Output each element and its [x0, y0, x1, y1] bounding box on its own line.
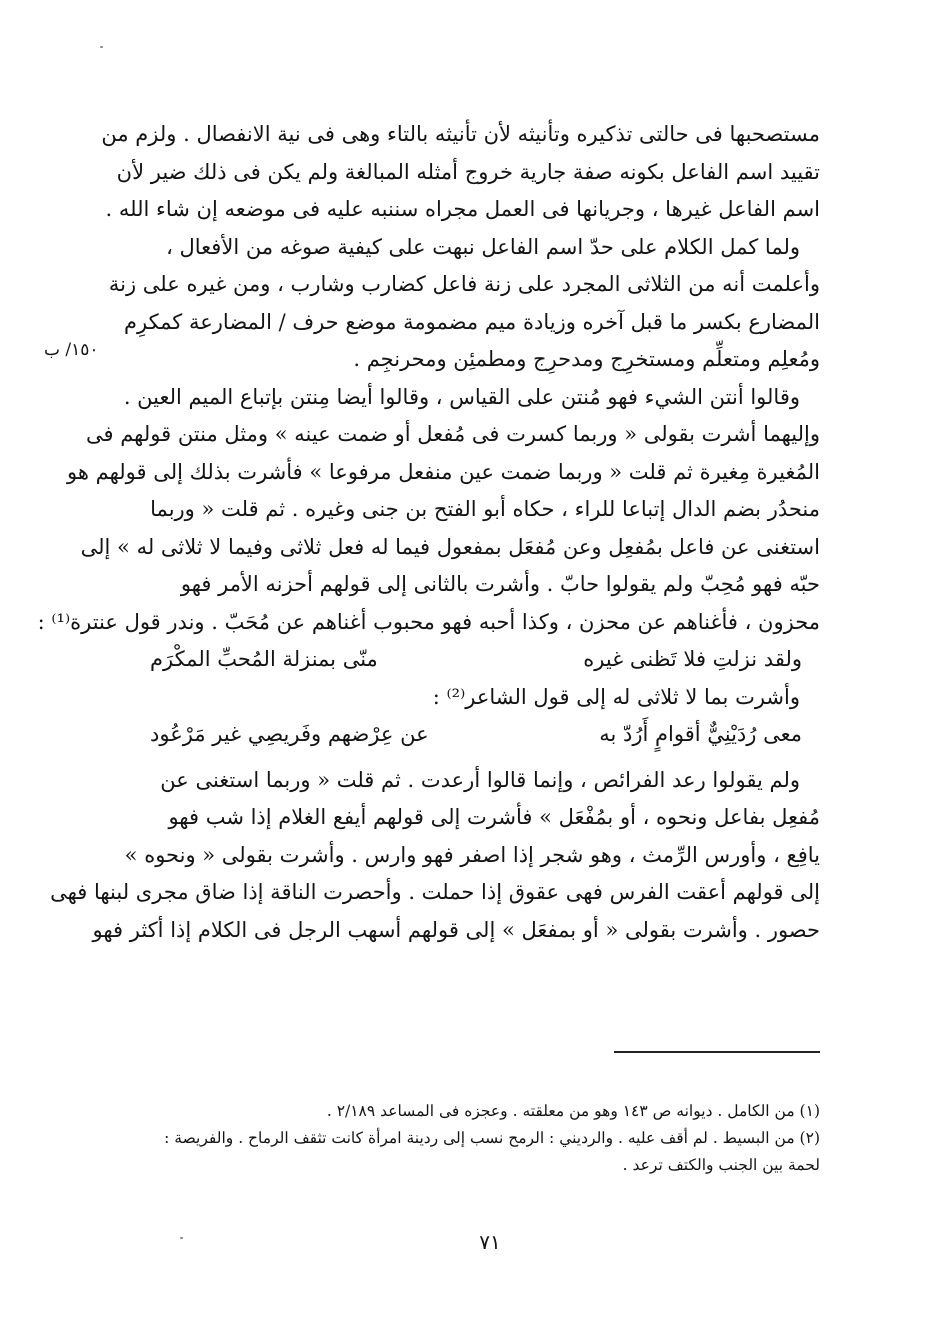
text-line: استغنى عن فاعل بمُفعِل وعن مُفعَل بمفعول فيما له فعل ثلاثى وفيما لا ثلاثى له » إلى — [80, 534, 820, 559]
text-line: حبّه فهو مُحِبّ ولم يقولوا حابّ . وأشرت بالثانى إلى قولهم أحزنه الأمر فهو — [180, 572, 820, 596]
text-line: إلى قولهم أعقت الفرس فهى عقوق إذا حملت . وأحصرت الناقة إذا ضاق مجرى لبنها فهى — [50, 880, 820, 904]
scan-speck — [180, 1237, 183, 1239]
footnote-continuation: لحمة بين الجنب والكتف ترعد . — [622, 1156, 820, 1174]
text-line: المضارع بكسر ما قبل آخره وزيادة ميم مضمومة موضع حرف / المضارعة كمكرِم — [123, 309, 820, 334]
page-number: ٧١ — [479, 1230, 501, 1254]
text-line: ولما كمل الكلام على حدّ اسم الفاعل نبهت على كيفية صوغه من الأفعال ، — [166, 234, 800, 259]
text-line: وأشرت بما لا ثلاثى له إلى قول الشاعر⁽²⁾ : — [432, 684, 800, 709]
verse-first-hemistich: ولقد نزلتِ فلا تَظنى غيره — [583, 647, 802, 671]
poetry-verse — [140, 641, 820, 679]
text-line: محزون ، فأغناهم عن محزن ، وكذا أحبه فهو محبوب أغناهم عن مُحَبّ . وندر قول عنترة⁽¹⁾ : — [37, 609, 820, 634]
verse-first-hemistich: معى رُدَيْنِيٌّ أقوامٍ أَرُدّ به — [599, 722, 802, 746]
margin-folio-note: ١٥٠/ ب — [44, 340, 99, 360]
text-line: تقييد اسم الفاعل بكونه صفة جارية خروج أمثله المبالغة ولم يكن فى ذلك ضير لأن — [116, 159, 820, 184]
text-line: وإليهما أشرت بقولى « وربما كسرت فى مُفعل أو ضمت عينه » ومثل منتن قولهم فى — [85, 422, 820, 446]
text-line: اسم الفاعل غيرها ، وجريانها فى العمل مجراه سننبه عليه فى موضعه إن شاء الله . — [105, 197, 820, 221]
footnote-divider — [614, 1051, 820, 1053]
text-line: وأعلمت أنه من الثلاثى المجرد على زنة فاعل كضارب وشارب ، ومن غيره على زنة — [108, 272, 820, 296]
text-line: مُفعِل بفاعل ونحوه ، أو بمُفْعَل » فأشرت إلى قولهم أيفع الغلام إذا شب فهو — [168, 805, 820, 829]
poetry-verse — [140, 716, 820, 754]
footnotes — [140, 1098, 820, 1179]
footnote: (١) من الكامل . ديوانه ص ١٤٣ وهو من معلقته . وعجزه فى المساعد ٢/١٨٩ . — [326, 1102, 820, 1120]
text-line: يافِع ، وأورس الرِّمث ، وهو شجر إذا اصفر فهو وارس . وأشرت بقولى « ونحوه » — [124, 842, 820, 867]
verse-second-hemistich: منّى بمنزلة المُحبِّ المكْرَم — [150, 647, 378, 671]
text-line: مستصحبها فى حالتى تذكيره وتأنيثه لأن تأنيثه بالتاء وهى فى نية الانفصال . ولزم من — [101, 122, 820, 146]
text-line: ومُعلِم ومتعلِّم ومستخرِج ومدحرِج ومطمئِن ومحرنجِم . — [353, 347, 820, 371]
text-line: حصور . وأشرت بقولى « أو بمفعَل » إلى قولهم أسهب الرجل فى الكلام إذا أكثر فهو — [92, 917, 820, 942]
verse-second-hemistich: عن عِرْضهم وفَريصِي غير مَرْعُود — [150, 722, 429, 746]
text-line: وقالوا أنتن الشيء فهو مُنتن على القياس ، وقالوا أيضا مِنتن بإتباع الميم العين . — [123, 384, 800, 409]
text-line: ولم يقولوا رعد الفرائص ، وإنما قالوا أرعدت . ثم قلت « وربما استغنى عن — [160, 767, 800, 792]
text-line: المُغيرة مِغيرة ثم قلت « وربما ضمت عين منفعل مرفوعا » فأشرت بذلك إلى قولهم هو — [67, 459, 820, 484]
text-line: منحدُر بضم الدال إتباعا للراء ، حكاه أبو الفتح بن جنى وغيره . ثم قلت « وربما — [150, 497, 820, 521]
scan-speck — [100, 46, 103, 48]
footnote: (٢) من البسيط . لم أقف عليه . والرديني : الرمح نسب إلى ردينة امرأة كانت تثقف الرماح . والفريصة : — [164, 1129, 820, 1147]
